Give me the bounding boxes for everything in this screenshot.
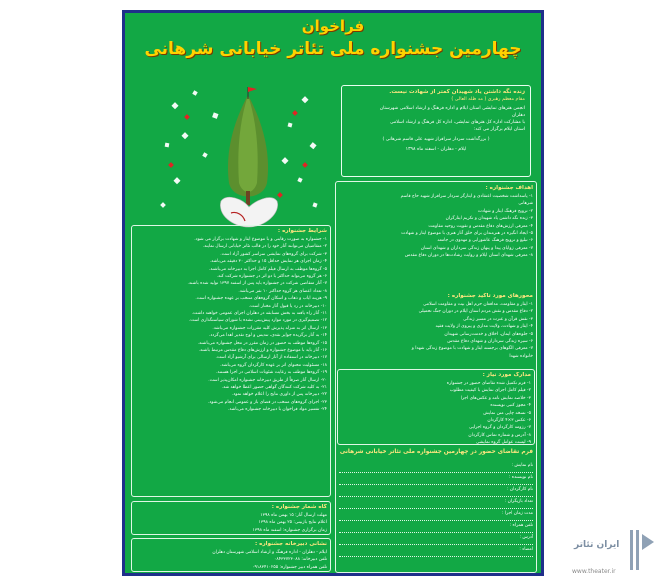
goal-item: شرهانی <box>518 201 533 207</box>
form-field[interactable]: نام نمایش : <box>339 461 533 473</box>
calendar-item: زمان برگزاری جشنواره: اسفند ماه ۱۳۹۸ <box>252 527 327 533</box>
poster-subtitle: فراخوان <box>301 17 365 35</box>
condition-item: ۸- تعداد اعضای هر گروه حداکثر ۱۰ نفر می‌باشد. <box>238 288 327 294</box>
organizer-line: انجمن هنرهای نمایشی استان ایلام و اداره فرهنگ و ارشاد اسلامی شهرستان <box>379 106 525 111</box>
condition-item: ۱۷- دبیرخانه در استفاده از آثار ارسالی برای آرشیو آزاد است. <box>215 355 327 361</box>
condition-item: ۲۰- ارسال آثار صرفاً از طریق دبیرخانه جشنواره امکان‌پذیر است. <box>208 377 327 383</box>
calendar-item: اعلام نتایج بازبینی: ۲۵ بهمن ماه ۱۳۹۸ <box>258 520 327 526</box>
document-item: ۸- آدرس و شماره تماس کارگردان <box>468 432 531 438</box>
condition-item: ۱۴- به آثار برگزیده جوایز نقدی، تندیس و لوح تقدیر اهدا می‌گردد. <box>208 333 327 339</box>
goal-item: ۱- پاسداشت شخصیت اعتقادی و ایثارگر سردار سرافراز شهید حاج قاسم <box>400 193 533 199</box>
organizer-line: با مشارکت اداره کل هنرهای نمایشی، اداره کل فرهنگ و ارشاد اسلامی <box>390 120 525 125</box>
form-field[interactable]: نام کارگردان : <box>339 485 533 497</box>
goal-item: ۶- تبلیغ و ترویج فرهنگ عاشورایی و مهدوی در جامعه <box>437 238 533 244</box>
condition-item: ۲۱- به کلیه شرکت کنندگان گواهی حضور اعطا خواهد شد. <box>221 385 327 391</box>
goals-heading: اهداف جشنواره : <box>485 185 533 191</box>
document-item: ۹- لیست عوامل گروه نمایشی <box>475 440 531 444</box>
document-item: ۷- رزومه کارگردان و گروه اجرایی <box>469 425 531 431</box>
goal-item: ۸- معرفی شهدای استان ایلام و روایت رشادت‌ها در دوران دفاع مقدس <box>404 253 533 259</box>
quote-box <box>341 85 531 177</box>
condition-item: ۲۳- اجرای گروه‌های منتخب در فضای باز و عمومی انجام می‌شود. <box>207 399 327 405</box>
condition-item: ۱۲- تصمیم‌گیری در مورد موارد پیش‌بینی نشده با شورای سیاستگذاری است. <box>188 318 327 324</box>
contact-heading: نشانی دبیرخانه جشنواره : <box>254 541 327 547</box>
commemoration-line: ( بزرگداشت سردار سرافراز شهید علی قاسم شرهانی ) <box>382 137 490 142</box>
axes-section <box>339 293 533 367</box>
quote-text: زنده نگه داشتن یاد شهیدان کمتر از شهادت نیست. <box>389 89 525 95</box>
watermark-name: ایران تئاتر <box>574 540 620 550</box>
axis-item: ۷- معرفی الگوهای برجسته ایثار و شهادت با موضوع زندگی شهدا و <box>411 346 533 352</box>
conditions-heading: شرایط جشنواره : <box>277 228 327 234</box>
contact-item: تلفن همراه دبیر جشنواره: ۰۹۱۸۳۴۱۰۲۵۵ <box>252 564 327 570</box>
condition-item: ۱۶- آثار باید با موضوع جشنواره و ارزش‌های دفاع مقدس مرتبط باشند. <box>198 348 327 353</box>
application-form <box>339 461 533 557</box>
document-item: ۴- مجوز کتبی نویسنده <box>490 403 531 409</box>
condition-item: ۵- گروه‌ها موظف به ارسال فیلم کامل اجرا به دبیرخانه می‌باشند. <box>208 266 327 272</box>
goal-item: ۵- ایجاد انگیزه در هنرمندان برای خلق آثار هنری با موضوع ایثار و شهادت <box>401 230 533 236</box>
axis-item: خانواده شهدا <box>509 353 533 359</box>
goal-item: ۲- ترویج فرهنگ ایثار و شهادت <box>477 208 533 214</box>
calendar-item: مهلت ارسال آثار: ۱۵ بهمن ماه ۱۳۹۸ <box>260 512 327 518</box>
form-field[interactable]: تعداد بازیگران : <box>339 497 533 509</box>
organizer-line: استان ایلام برگزار می کند: <box>473 127 525 132</box>
document-item: ۶- عکس ۳×۴ کارگردان <box>487 417 531 423</box>
condition-item: ۴- زمان اجرای هر نمایش حداقل ۱۵ و حداکثر ۳۰ دقیقه می‌باشد. <box>209 259 327 265</box>
contact-item: ایلام - دهلران - اداره فرهنگ و ارشاد اسلامی شهرستان دهلران <box>212 549 327 555</box>
form-field[interactable]: آدرس : <box>339 533 533 545</box>
axis-item: ۴- ایثار و شهادت، ولایت مداری و پیروی از ولایت فقیه <box>435 324 533 330</box>
festival-poster <box>122 10 544 576</box>
condition-item: ۲- متقاضیان می‌توانند آثار خود را در قالب تئاتر خیابانی ارسال نمایند. <box>202 244 327 250</box>
axis-item: ۲- دفاع مقدس و نقش مردم استان ایلام در دوران جنگ تحمیلی <box>418 309 533 315</box>
cypress-tree-illustration <box>153 83 323 233</box>
document-item: ۳- خلاصه نمایش نامه و عکس‌های اجرا <box>460 395 531 401</box>
condition-item: ۱۹- گروه‌ها موظف به رعایت شئونات اسلامی در اجرا هستند. <box>215 370 327 376</box>
form-field[interactable]: امضاء : <box>339 545 533 557</box>
condition-item: ۲۴- تفسیر مواد فراخوان با دبیرخانه جشنواره می‌باشد. <box>227 407 327 413</box>
axis-item: ۶- سیره زندگی سرداران و شهدای دفاع مقدس <box>447 338 533 344</box>
goal-item: ۳- زنده نگه داشتن یاد شهیدان و تکریم ایثارگران <box>445 216 533 222</box>
condition-item: ۱۸- مسئولیت محتوای اثر بر عهده کارگردان گروه می‌باشد. <box>220 362 327 368</box>
condition-item: ۳- شرکت برای گروه‌های نمایشی سراسر کشور آزاد است. <box>220 251 327 257</box>
condition-item: ۹- هزینه ایاب و ذهاب و اسکان گروه‌های منتخب بر عهده جشنواره است. <box>195 296 327 302</box>
condition-item: ۶- هر گروه می‌تواند حداکثر با دو اثر در جشنواره شرکت کند. <box>216 273 327 279</box>
goal-item: ۴- معرفی ارزش‌های دفاع مقدس و تقویت روحیه مقاومت <box>428 223 533 229</box>
condition-item: ۱۳- ارسال اثر به منزله پذیرش کلیه مقررات جشنواره می‌باشد. <box>212 325 327 331</box>
condition-item: ۱۵- گروه‌ها موظف به حضور در زمان مقرر در محل جشنواره می‌باشند. <box>197 340 327 346</box>
date-place-line: ایلام - دهلران - اسفند ماه ۱۳۹۸ <box>405 147 467 152</box>
form-field[interactable]: تلفن همراه : <box>339 521 533 533</box>
documents-heading: مدارک مورد نیاز : <box>482 372 531 378</box>
document-item: ۱- فرم تکمیل شده تقاضای حضور در جشنواره <box>446 380 531 386</box>
form-field[interactable]: مدت زمان اجرا : <box>339 509 533 521</box>
form-field[interactable]: نام نویسنده : <box>339 473 533 485</box>
condition-item: ۱- جشنواره به صورت رقابتی و با موضوع ایثار و شهادت برگزار می شود. <box>194 236 327 242</box>
poster-title: چهارمین جشنواره ملی تئاتر خیابانی شرهانی <box>144 39 522 59</box>
documents-section <box>341 372 531 444</box>
application-form-title: فرم تقاضای حضور در چهارمین جشنواره ملی تئاتر خیابانی شرهانی <box>339 449 533 455</box>
goal-item: ۷- معرفی زوایای پیدا و پنهان زندگی سرداران و شهدای استان <box>420 245 533 251</box>
axis-item: ۱- ایثار و مقاومت، مدافعان حرم اهل بیت و مقاومت اسلامی <box>423 301 533 307</box>
conditions-section <box>135 228 327 494</box>
document-item: ۲- فیلم کامل اجرای نمایش با کیفیت مطلوب <box>449 388 531 394</box>
axes-heading: محورهای مورد تاکید جشنواره : <box>447 293 533 299</box>
organizer-line: دهلران <box>511 113 525 118</box>
calendar-heading: گاه شمار جشنواره : <box>271 504 327 510</box>
condition-item: ۲۲- دبیرخانه پس از داوری نتایج را اعلام خواهد نمود. <box>231 392 327 398</box>
calendar-section <box>135 504 327 534</box>
condition-item: ۱۰- دبیرخانه در رد یا قبول آثار مختار است. <box>248 303 327 309</box>
condition-item: ۱۱- آثار راه یافته به بخش مسابقه در دهلران اجرای عمومی خواهند داشت. <box>191 310 327 316</box>
condition-item: ۷- آثار متقاضی شرکت در جشنواره باید پس از اسفند ۱۳۹۷ تولید شده باشند. <box>187 281 327 287</box>
document-item: ۵- نسخه چاپی متن نمایش <box>483 410 531 416</box>
watermark-url: www.theater.ir <box>572 568 616 575</box>
goals-section <box>339 185 533 291</box>
quote-author: مقام معظم رهبری ( مد ظله العالی ) <box>451 97 525 102</box>
contact-item: تلفن دبیرخانه: ۰۸۴۳۳۷۲۳۰۸۸ <box>273 557 327 563</box>
axis-item: ۵- جلوه‌های ایمان، اخلاق و خدمت‌رسانی شهیدان <box>444 331 533 337</box>
contact-section <box>135 541 327 571</box>
axis-item: ۳- نقش قرآن و عترت در مسیر زندگی <box>463 316 533 322</box>
